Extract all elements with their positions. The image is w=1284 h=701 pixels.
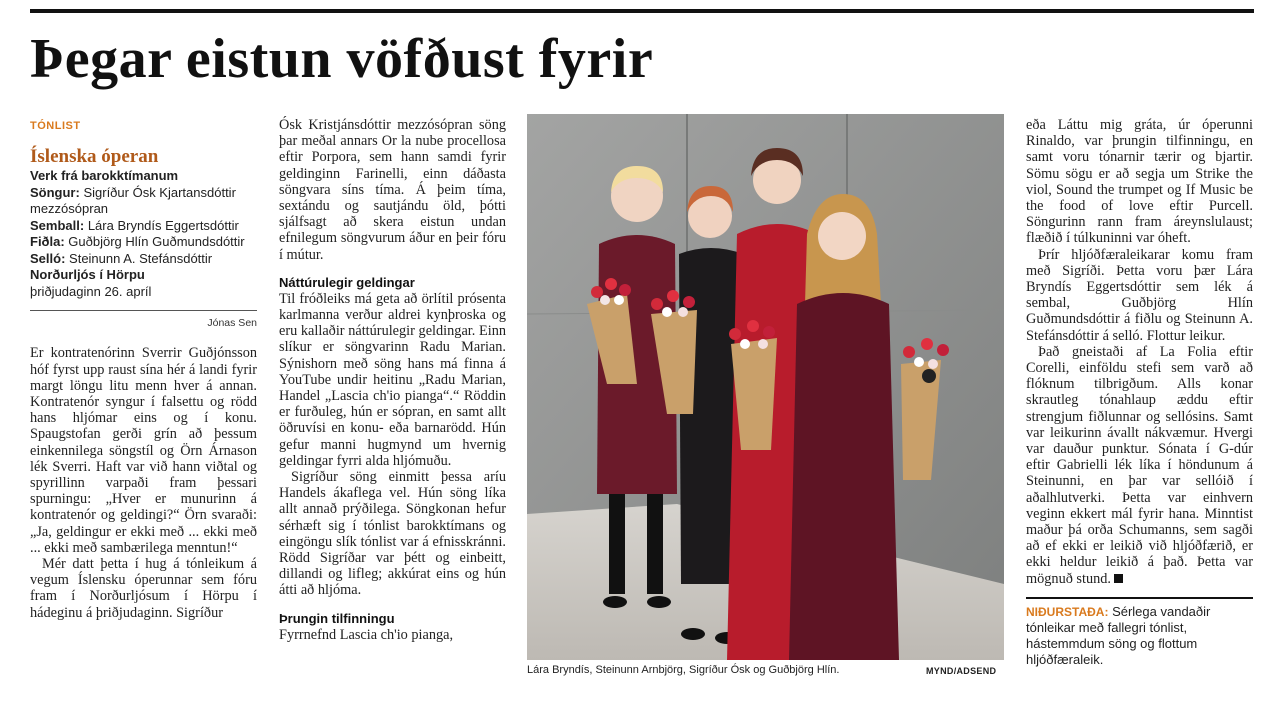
venue-title: Íslenska óperan [30, 146, 159, 168]
body-paragraph: Sigríður söng einmitt þessa aríu Handels ákaflega vel. Hún söng líka allt annað prýðilega. Söngkonan hefur sérhæft sig í tónlist barokktímans og eingöngu slík tónlist var á efnisskránni. Rödd Sigríðar var þétt og einbeitt, dillandi og lifleg; akkúrat eins og hún átti að hljóma. [279, 469, 506, 599]
photo-caption: Lára Bryndís, Steinunn Arnbjörg, Sigríður Ósk og Guðbjörg Hlín. [527, 664, 840, 676]
concert-info [30, 168, 257, 300]
column-4 [1026, 117, 1253, 668]
body-paragraph: Fyrrnefnd Lascia ch'io pianga, [279, 626, 454, 643]
harpsichord-line: Semball: Lára Bryndís Eggertsdóttir [30, 217, 239, 233]
cello-line: Selló: Steinunn A. Stefánsdóttir [30, 250, 213, 266]
column-2 [279, 117, 506, 643]
date-line: þriðjudaginn 26. apríl [30, 283, 152, 299]
verdict-box [1026, 604, 1253, 668]
singer-line: Söngur: Sigríður Ósk Kjartansdóttir mezzósópran [30, 184, 236, 217]
violin-line: Fiðla: Guðbjörg Hlín Guðmundsdóttir [30, 234, 245, 250]
body-paragraph: eða Láttu mig gráta, úr óperunni Rinaldo, var þrungin tilfinningu, en samt voru tónarnir tærir og bjartir. Sömu sögu er að segja um Strike the viol, Sound the trumpet og If Music be the food of love eftir Purcell. Söngurinn rann fram áreynslulaust; flæðið í túlkuninni var óheft. [1026, 117, 1253, 247]
body-paragraph: Ósk Kristjánsdóttir mezzósópran söng þar meðal annars Or la nube procellosa eftir Porpora, sem hann samdi fyrir geldinginn Farinelli, einn dáðasta söngvara síns tíma. Á þeim tíma, sextándu og sautjándu öld, þótti sjálfsagt að skera eistun undan efnilegum söngvurum áður en þeir fóru í mútur. [279, 117, 506, 263]
verdict-text: Sérlega vandaðir tónleikar með fallegri tónlist, hástemmdum söng og flottum hljóðfæraleik. [1026, 603, 1211, 667]
verdict-label: NIÐURSTAÐA: [1026, 604, 1109, 619]
body-paragraph: Er kontratenórinn Sverrir Guðjónsson hóf fyrst upp raust sína hér á landi fyrir margt löngu litu menn hver á annan. Kontratenór syngur í falsettu og rödd hans hljómar eins og í konu. Spaugstofan gerði grín að þessum einkennilega söngstíl og Örn Árnason lék Sverri. Haft var við hann viðtal og spyrillinn varpaði fram þessari spurningu: „Hver er munurinn á kontratenór og geldingi?“ Örn svaraði: „Ja, geldingur er ekki með ... ekki með ... ekki með sambærilega menntun!“ [30, 345, 257, 556]
article-headline: Þegar eistun vöfðust fyrir [30, 28, 654, 90]
body-paragraph: Þrír hljóðfæraleikarar komu fram með Sigríði. Þetta voru þær Lára Bryndís Eggertsdóttir sem lék á sembal, Guðbjörg Hlín Guðmundsdóttir á fiðlu og Steinunn A. Stefánsdóttir á selló. Flottur leikur. [1026, 246, 1253, 344]
column-1 [30, 118, 257, 621]
top-rule [30, 9, 1254, 13]
category-label: TÓNLIST [30, 120, 81, 132]
body-paragraph: Mér datt þetta í hug á tónleikum á vegum Íslensku óperunnar sem fóru fram í Norðurljósum í Hörpu í hádeginu á þriðjudaginn. Sigríður [30, 556, 257, 621]
program-title: Verk frá barokktímanum [30, 168, 179, 184]
place-line: Norðurljós í Hörpu [30, 267, 145, 283]
photo-illustration [527, 114, 1004, 660]
author-byline: Jónas Sen [207, 317, 257, 330]
subheading: Þrungin tilfinningu [279, 610, 395, 626]
subheading: Náttúrulegir geldingar [279, 274, 415, 290]
verdict-rule [1026, 597, 1253, 599]
photo-credit: MYND/ADSEND [926, 666, 997, 676]
byline-rule [30, 310, 257, 311]
end-of-article-mark [1114, 574, 1123, 583]
body-paragraph: Til fróðleiks má geta að örlítil prósenta karlmanna verður aldrei kynþroska og eru kallaðir náttúrulegir geldingar. Einn slíkur er söngvarinn Radu Marian. Sýnishorn með söng hans má finna á YouTube undir heitinu „Radu Marian, Handel „Lascia ch'io pianga“.“ Röddin er furðuleg, hún er sópran, en samt allt öðruvísi en konu- eða barnarödd. Hún gefur manni hugmynd um hvernig geldingar fyrri alda hljómuðu. [279, 290, 506, 469]
body-paragraph: Það gneistaði af La Folia eftir Corelli, einföldu stefi sem varð að flóknum tilbrigðum. Alls konar skrautleg tónahlaup æddu eftir strengjum fiðlunnar og sellósins. Samt var leikurinn ávallt nákvæmur. Hvergi var dauður punktur. Sónata í G-dúr eftir Gabrielli lék líka í höndunum á Steinunni, en þar var sellóið í aðalhlutverki. Þetta var einhvern veginn ekkert mál fyrir hana. Minntist maður þá orða Schumanns, sem sagði að ef ekki er leikið við hljóðfærið, er ekki heldur leikið á það. Þetta var mögnuð stund. [1026, 343, 1253, 587]
performers-photo [527, 114, 1004, 660]
